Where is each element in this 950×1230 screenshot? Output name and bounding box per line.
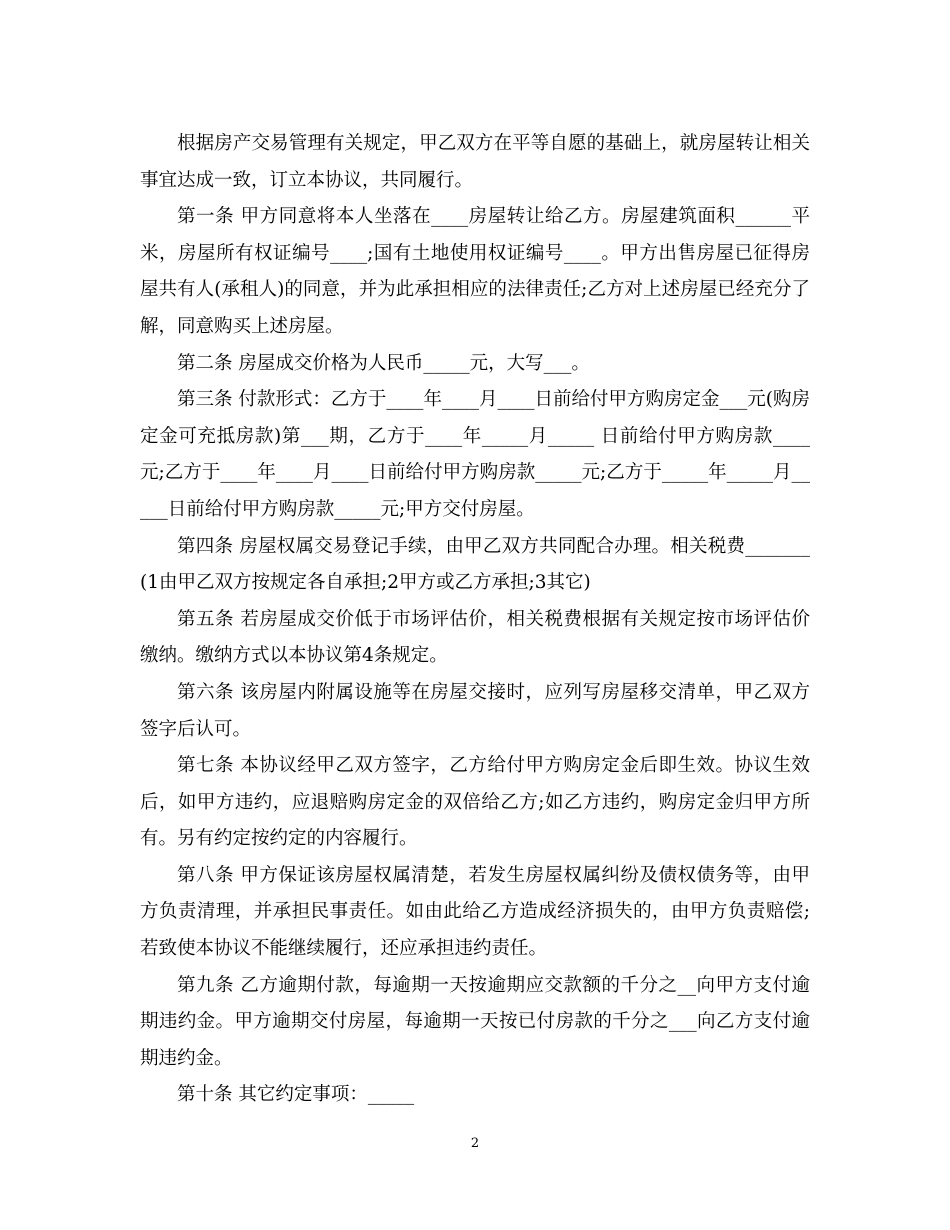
article-8-paragraph: 第八条 甲方保证该房屋权属清楚，若发生房屋权属纠纷及债权债务等，由甲方负责清理，并承担民事责任。如由此给乙方造成经济损失的，由甲方负责赔偿;若致使本协议不能继续履行，还应承担违约责任。 [140,864,810,960]
article-9-paragraph: 第九条 乙方逾期付款，每逾期一天按逾期应交款额的千分之__向甲方支付逾期违约金。甲方逾期交付房屋，每逾期一天按已付房款的千分之___向乙方支付逾期违约金。 [140,974,810,1069]
article-5-paragraph: 第五条 若房屋成交价低于市场评估价，相关税费根据有关规定按市场评估价缴纳。缴纳方式以本协议第4条规定。 [140,608,810,667]
article-10-paragraph: 第十条 其它约定事项：_____ [177,1084,415,1106]
article-3-paragraph: 第三条 付款形式：乙方于____年____月____日前给付甲方购房定金___元(购房定金可充抵房款)第___期，乙方于____年_____月_____ 日前给付甲方购房款____元;乙方于____年____月____日前给付甲方购房款_____元;乙方于_____年_____月_____日前给付甲方购房款_____元;甲方交付房屋。 [140,389,810,520]
article-1-paragraph: 第一条 甲方同意将本人坐落在____房屋转让给乙方。房屋建筑面积______平米，房屋所有权证编号____;国有土地使用权证编号____。甲方出售房屋已征得房屋共有人(承租人)的同意，并为此承担相应的法律责任;乙方对上述房屋已经充分了解，同意购买上述房屋。 [140,206,810,337]
page-number: 2 [470,1136,480,1151]
agreement-body [140,126,810,1114]
article-4-paragraph: 第四条 房屋权属交易登记手续，由甲乙双方共同配合办理。相关税费_______(1由甲乙双方按规定各自承担;2甲方或乙方承担;3其它) [140,535,810,594]
preamble-paragraph: 根据房产交易管理有关规定，甲乙双方在平等自愿的基础上，就房屋转让相关事宜达成一致，订立本协议，共同履行。 [140,133,810,191]
article-7-paragraph: 第七条 本协议经甲乙双方签字，乙方给付甲方购房定金后即生效。协议生效后，如甲方违约，应退赔购房定金的双倍给乙方;如乙方违约，购房定金归甲方所有。另有约定按约定的内容履行。 [140,755,810,850]
article-6-paragraph: 第六条 该房屋内附属设施等在房屋交接时，应列写房屋移交清单，甲乙双方签字后认可。 [140,681,810,740]
article-2-paragraph: 第二条 房屋成交价格为人民币_____元，大写___。 [177,352,590,374]
